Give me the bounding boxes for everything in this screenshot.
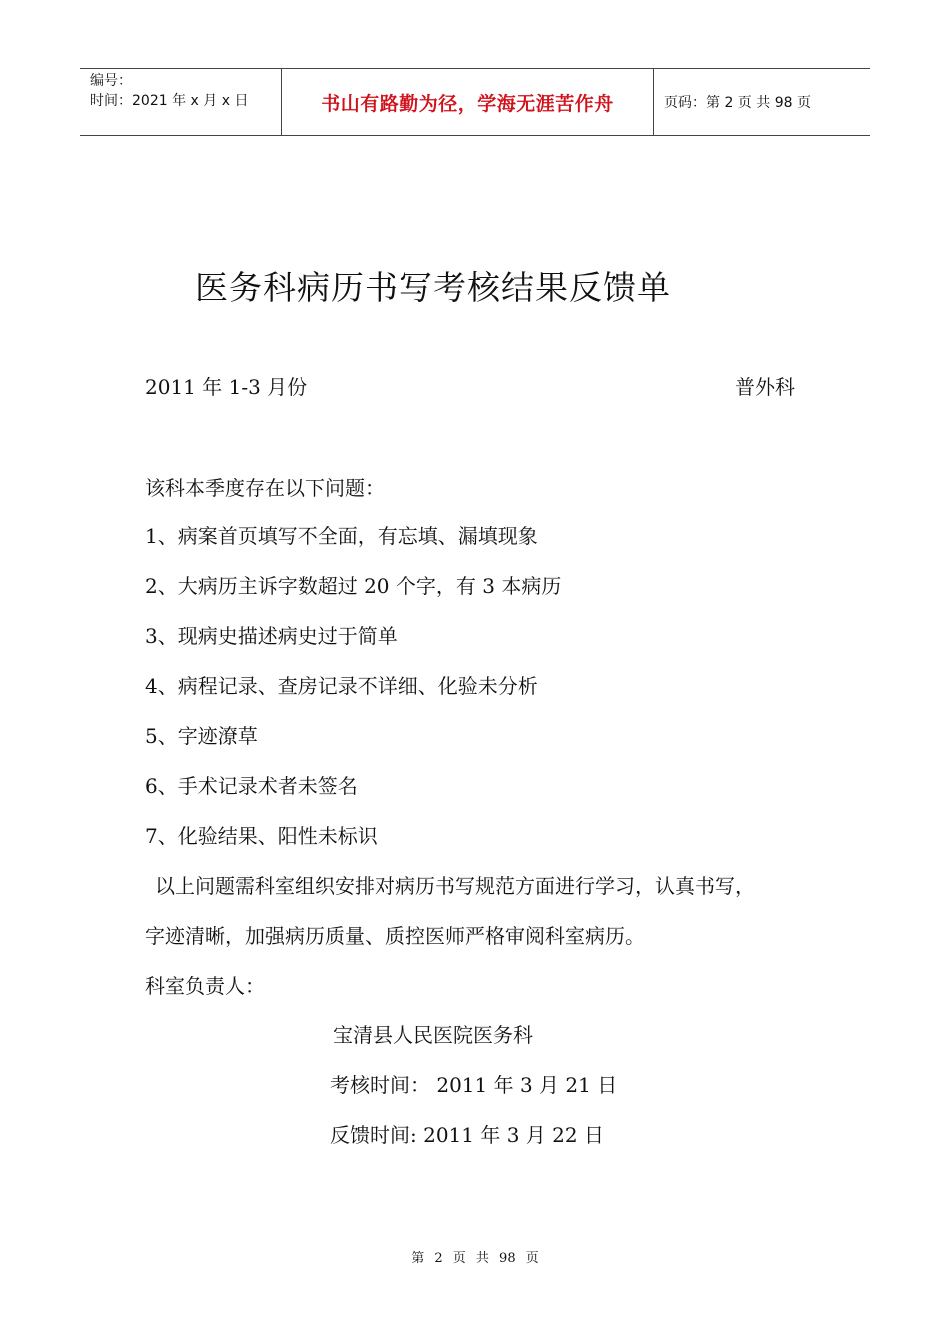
issue-item: 7、化验结果、阳性未标识 [145, 824, 378, 848]
intro-text: 该科本季度存在以下问题： [145, 476, 385, 500]
issue-item: 2、大病历主诉字数超过 20 个字，有 3 本病历 [145, 574, 562, 598]
issue-item: 6、手术记录术者未签名 [145, 774, 358, 798]
header-page-cell [654, 69, 870, 135]
conclusion-line-1: 以上问题需科室组织安排对病历书写规范方面进行学习，认真书写， [155, 874, 755, 898]
time-label: 时间：2021 年 x 月 x 日 [90, 93, 249, 109]
issue-item: 1、病案首页填写不全面，有忘填、漏填现象 [145, 524, 538, 548]
issue-item: 4、病程记录、查房记录不详细、化验未分析 [145, 674, 538, 698]
responsible-label: 科室负责人： [145, 974, 265, 998]
department-label: 普外科 [735, 375, 795, 399]
document-title: 医务科病历书写考核结果反馈单 [195, 268, 671, 307]
motto-text: 书山有路勤为径，学海无涯苦作舟 [321, 92, 614, 115]
header-left-cell [80, 69, 282, 135]
period-label: 2011 年 1-3 月份 [145, 375, 308, 399]
number-label: 编号： [90, 73, 132, 89]
issue-item: 5、字迹潦草 [145, 724, 258, 748]
exam-time: 考核时间： 2011 年 3 月 21 日 [330, 1073, 618, 1097]
page-info: 页码：第 2 页 共 98 页 [664, 95, 811, 111]
page-footer: 第 2 页 共 98 页 [411, 1251, 539, 1266]
feedback-time: 反馈时间: 2011 年 3 月 22 日 [330, 1123, 604, 1147]
conclusion-line-2: 字迹清晰，加强病历质量、质控医师严格审阅科室病历。 [145, 924, 645, 948]
issue-item: 3、现病史描述病史过于简单 [145, 624, 398, 648]
page-header [80, 68, 870, 136]
organization-name: 宝清县人民医院医务科 [333, 1023, 533, 1047]
header-motto-cell [282, 69, 654, 135]
